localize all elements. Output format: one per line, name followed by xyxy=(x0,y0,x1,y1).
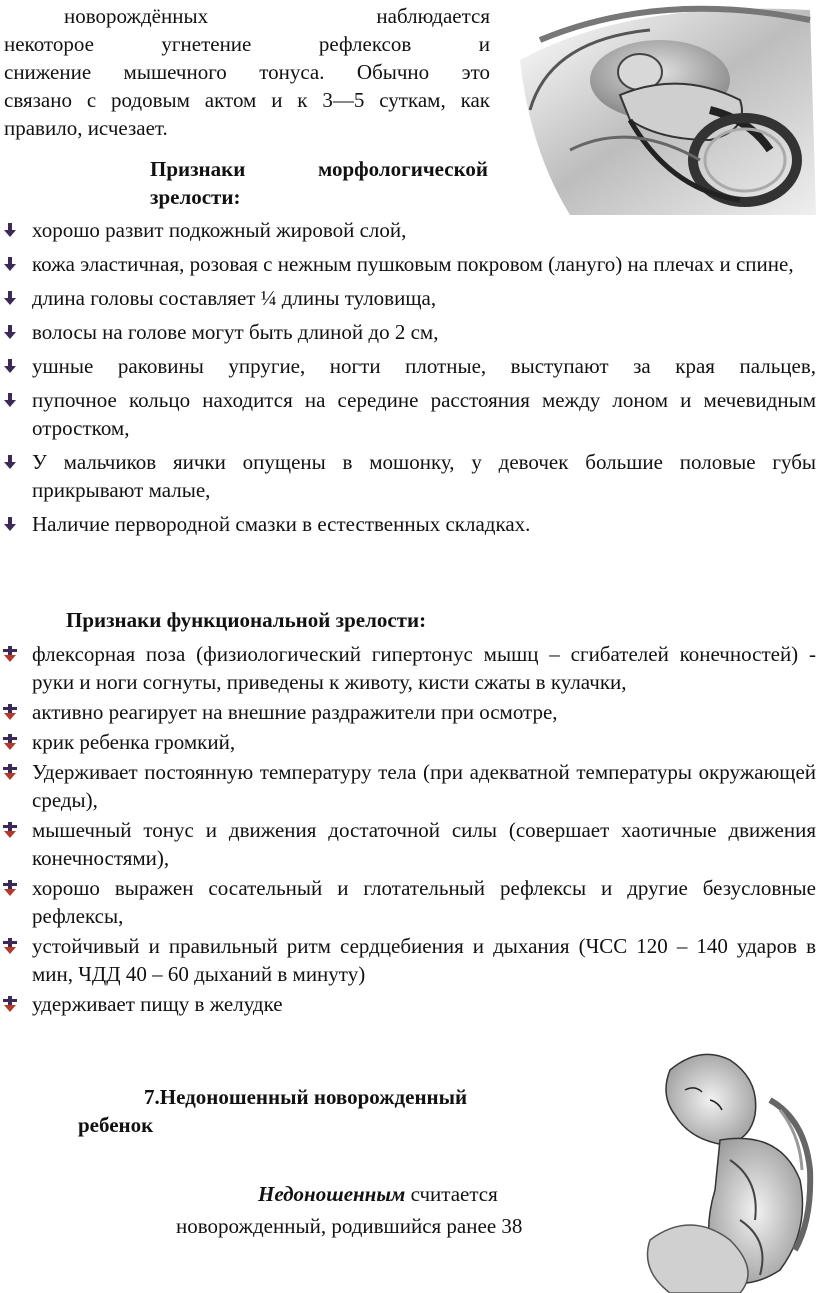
arrow-down-icon xyxy=(2,516,18,532)
list-item xyxy=(0,284,816,312)
heading-line: 7.Недоношенный новорожденный xyxy=(144,1085,468,1109)
plus-arrow-down-icon xyxy=(2,996,18,1012)
list-item xyxy=(0,216,486,244)
list-item-text: волосы на голове могут быть длиной до 2 см, xyxy=(32,320,439,344)
list-item xyxy=(0,816,816,872)
list-item-text: удерживает пищу в желудке xyxy=(32,992,283,1016)
incubator-newborn-illustration xyxy=(510,0,816,215)
section-7-heading xyxy=(78,1083,538,1139)
list-item xyxy=(0,698,816,726)
list-item-text: хорошо развит подкожный жировой слой, xyxy=(32,218,407,242)
list-item-text: активно реагирует на внешние раздражители при осмотре, xyxy=(32,700,558,724)
plus-arrow-down-icon xyxy=(2,822,18,838)
definition-paragraph xyxy=(150,1180,610,1240)
list-item-text: устойчивый и правильный ритм сердцебиения и дыхания (ЧСС 120 – 140 ударов в мин, ЧДД 40 – 60 дыханий в минуту) xyxy=(32,934,816,986)
plus-arrow-down-icon xyxy=(2,938,18,954)
list-item-text: ушные раковины упругие, ногти плотные, выступают за края пальцев, xyxy=(32,354,816,378)
list-item xyxy=(0,728,816,756)
intro-line: новорождённых наблюдается xyxy=(64,4,490,28)
plus-arrow-down-icon xyxy=(2,704,18,720)
intro-paragraph xyxy=(4,2,490,142)
heading-text: Признаки функциональной зрелости: xyxy=(66,608,427,632)
list-item-text: кожа эластичная, розовая с нежным пушковым покровом (лануго) на плечах и спине, xyxy=(32,252,794,276)
arrow-down-icon xyxy=(2,324,18,340)
list-item xyxy=(0,932,816,988)
intro-line: связано с родовым актом и к 3—5 суткам, как xyxy=(4,88,490,112)
list-item-text: флексорная поза (физиологический гипертонус мышц – сгибателей конечностей) - руки и ноги согнуты, приведены к животу, кисти сжаты в кулачки, xyxy=(32,642,816,694)
plus-arrow-down-icon xyxy=(2,880,18,896)
heading-line: Признаки морфологической xyxy=(150,157,488,181)
arrow-down-icon xyxy=(2,222,18,238)
list-item-text: Удерживает постоянную температуру тела (при адекватной температуры окружающей среды), xyxy=(32,760,816,812)
intro-line: некоторое угнетение рефлексов и xyxy=(4,32,490,56)
list-item xyxy=(0,352,816,380)
heading-line: зрелости: xyxy=(150,185,241,209)
definition-line: новорожденный, родившийся ранее 38 xyxy=(176,1214,523,1238)
intro-line: снижение мышечного тонуса. Обычно это xyxy=(4,60,490,84)
arrow-down-icon xyxy=(2,358,18,374)
plus-arrow-down-icon xyxy=(2,764,18,780)
arrow-down-icon xyxy=(2,392,18,408)
definition-term: Недоношенным xyxy=(258,1182,406,1206)
arrow-down-icon xyxy=(2,256,18,272)
list-item xyxy=(0,758,816,814)
list-item-text: крик ребенка громкий, xyxy=(32,730,236,754)
list-item xyxy=(0,874,816,930)
arrow-down-icon xyxy=(2,290,18,306)
list-item xyxy=(0,318,816,346)
definition-rest: считается xyxy=(405,1182,498,1206)
functional-heading xyxy=(66,606,426,634)
arrow-down-icon xyxy=(2,454,18,470)
list-item xyxy=(0,640,816,696)
functional-list xyxy=(0,640,816,1020)
morphology-list xyxy=(0,216,816,544)
hand-held-newborn-illustration xyxy=(630,1040,816,1293)
heading-line: ребенок xyxy=(78,1113,154,1137)
morphology-heading xyxy=(150,155,488,211)
list-item-text: хорошо выражен сосательный и глотательный рефлексы и другие безусловные рефлексы, xyxy=(32,876,816,928)
list-item-text: пупочное кольцо находится на середине расстояния между лоном и мечевидным отростком, xyxy=(32,388,816,440)
list-item xyxy=(0,510,816,538)
list-item xyxy=(0,250,816,278)
plus-arrow-down-icon xyxy=(2,734,18,750)
plus-arrow-down-icon xyxy=(2,646,18,662)
list-item-text: мышечный тонус и движения достаточной силы (совершает хаотичные движения конечностями), xyxy=(32,818,816,870)
list-item-text: длина головы составляет ¼ длины туловища, xyxy=(32,286,437,310)
list-item-text: Наличие первородной смазки в естественных складках. xyxy=(32,512,531,536)
list-item xyxy=(0,448,816,504)
list-item xyxy=(0,990,816,1018)
intro-line: правило, исчезает. xyxy=(4,116,168,140)
list-item-text: У мальчиков яички опущены в мошонку, у девочек большие половые губы прикрывают малые, xyxy=(32,450,816,502)
list-item xyxy=(0,386,816,442)
definition-line xyxy=(150,1180,610,1208)
